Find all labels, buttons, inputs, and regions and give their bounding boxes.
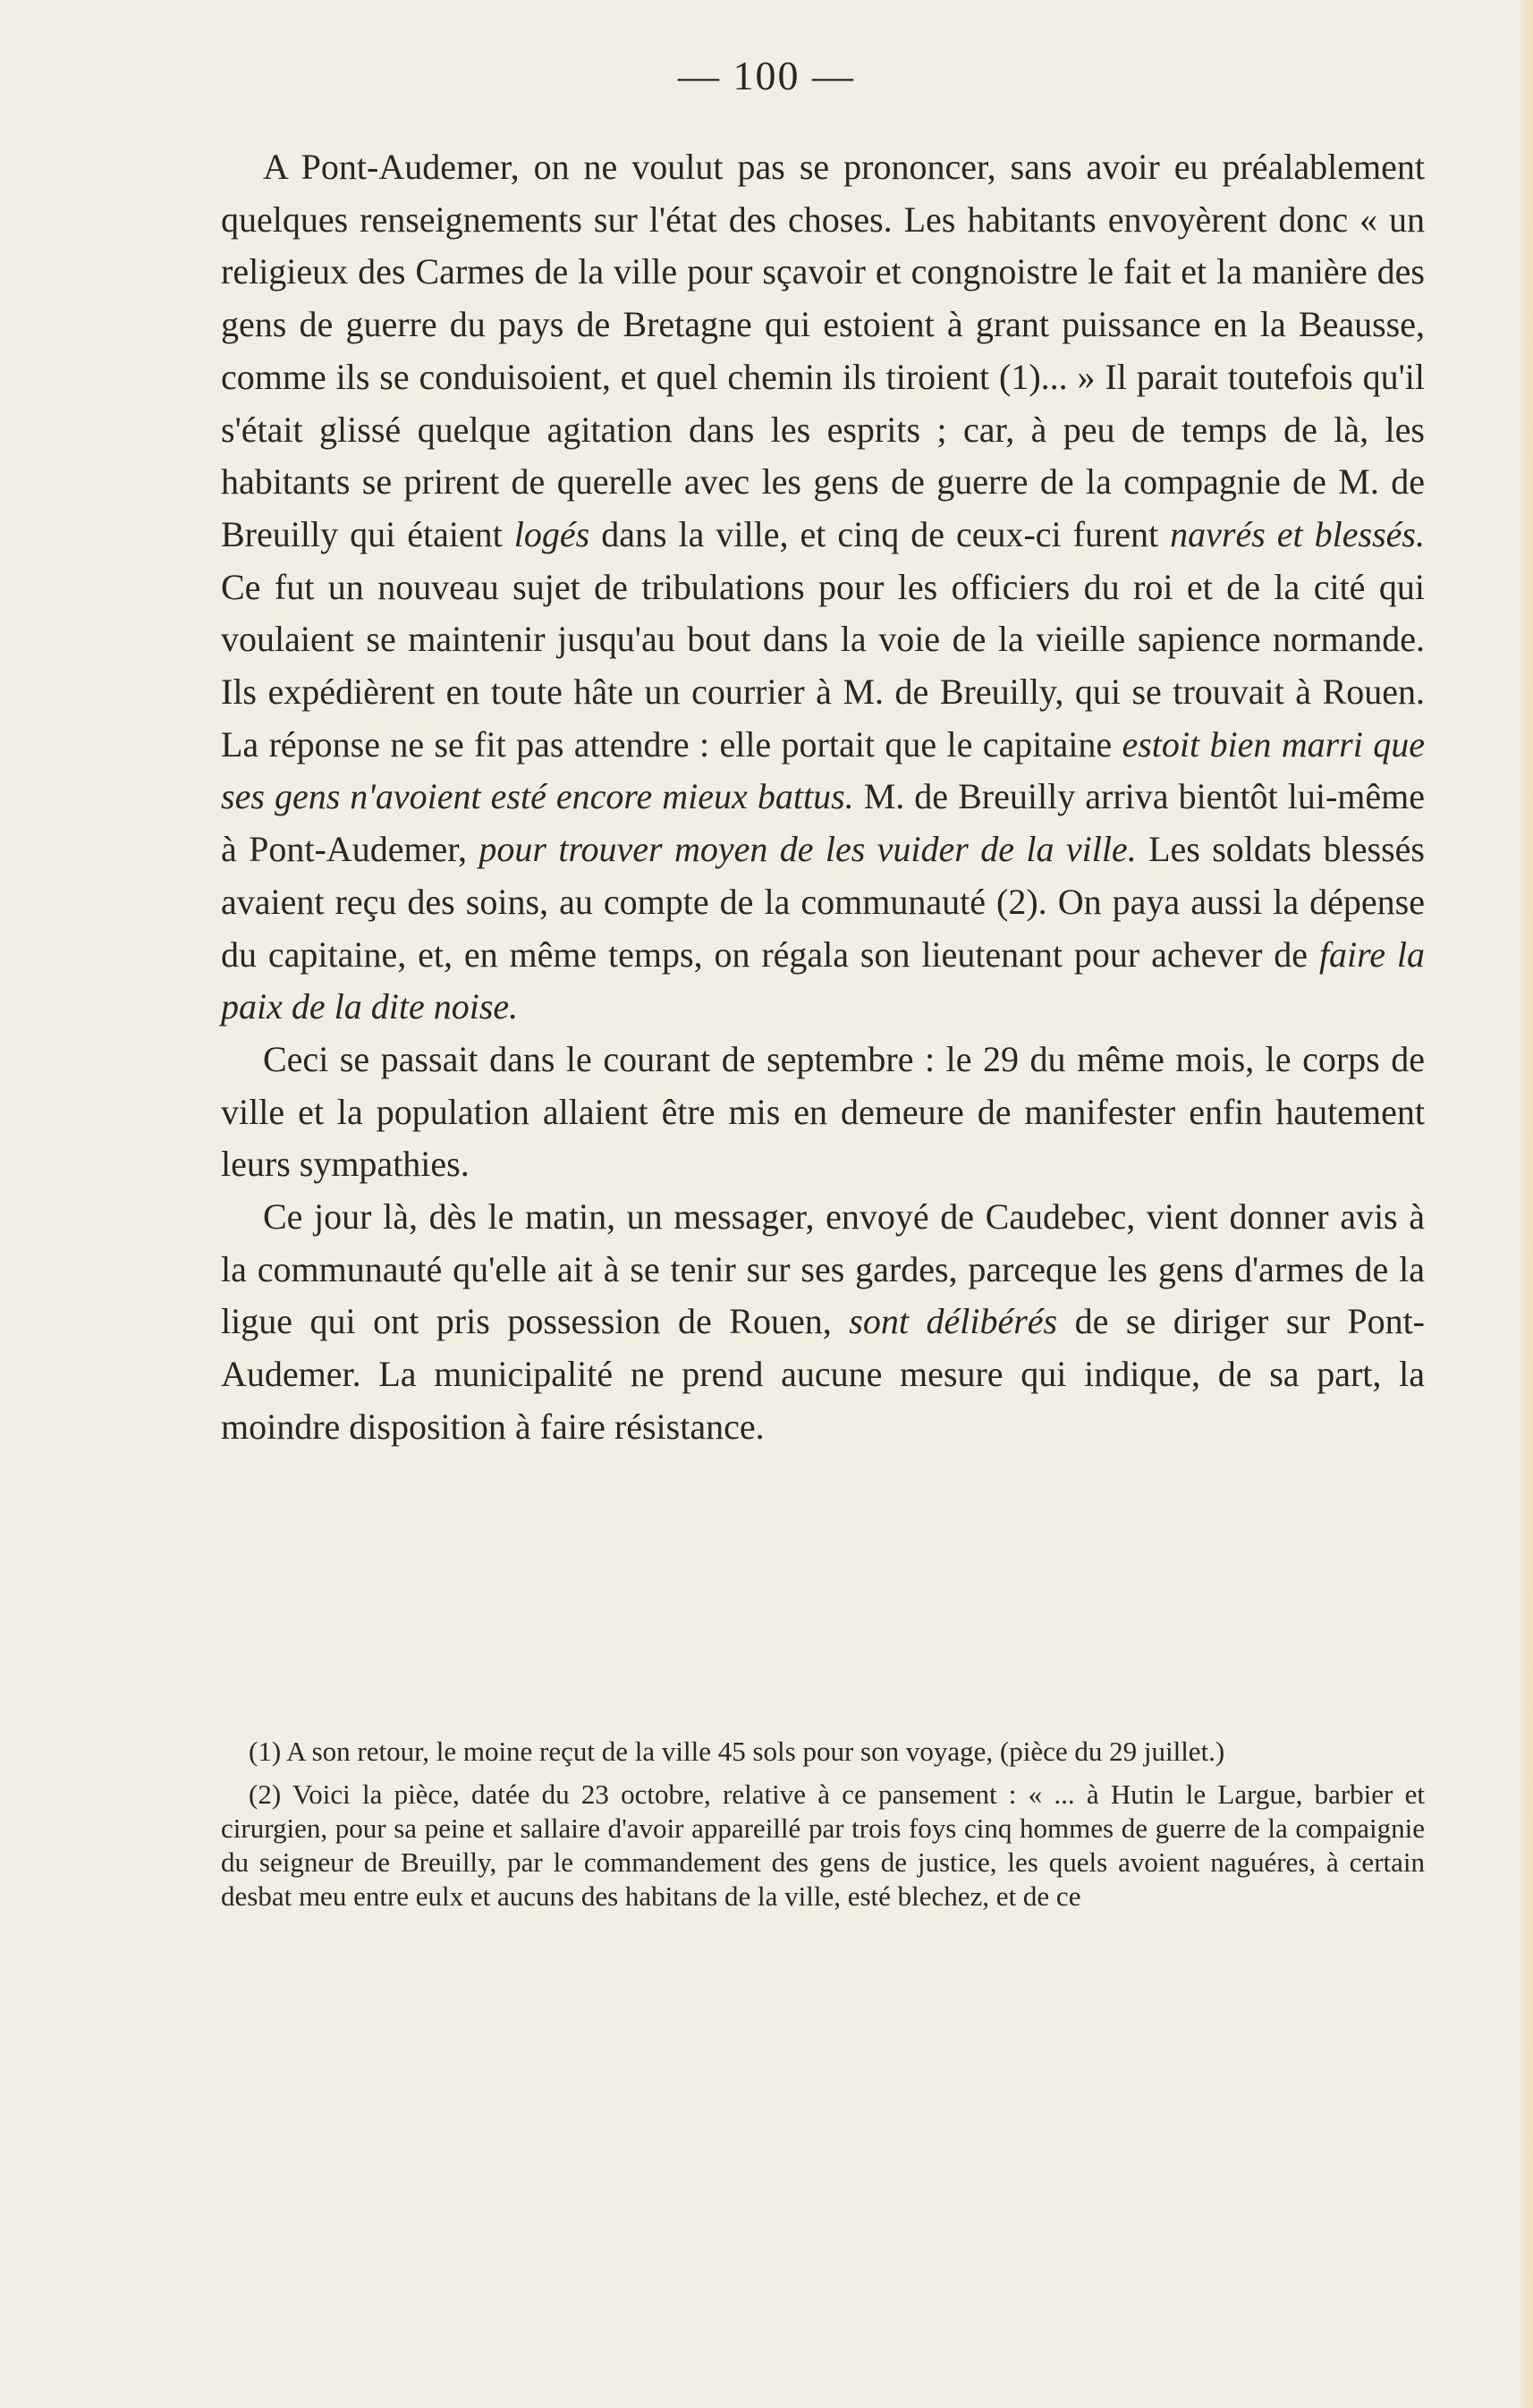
main-text (221, 141, 1425, 1454)
footnote-2: (2) Voici la pièce, datée du 23 octobre, relative à ce pansement : « ... à Hutin le Largue, barbier et cirurgien, pour sa peine et sallaire d'avoir appareillé par trois foys cinq hommes de guerre de la compaignie du seigneur de Breuilly, par le commandement des gens de justice, les quels avoient naguéres, à certain desbat meu entre eulx et aucuns des habitans de la ville, esté blechez, et de ce (221, 1779, 1425, 1912)
page-number: — 100 — (678, 53, 855, 98)
paragraph-3: Ce jour là, dès le matin, un messager, envoyé de Caudebec, vient donner avis à la communauté qu'elle ait à se tenir sur ses gardes, parceque les gens d'armes de la ligue qui ont pris possession de Rouen, sont délibérés de se diriger sur Pont-Audemer. La municipalité ne prend aucune mesure qui indique, de sa part, la moindre disposition à faire résistance. (221, 1196, 1426, 1447)
page-edge (1517, 0, 1533, 2408)
paragraph-2: Ceci se passait dans le courant de septembre : le 29 du même mois, le corps de ville et la population allaient être mis en demeure de manifester enfin hautement leurs sympathies. (221, 1038, 1425, 1185)
paragraph-1: A Pont-Audemer, on ne voulut pas se prononcer, sans avoir eu préalablement quelques renseignements sur l'état des choses. Les habitants envoyèrent donc « un religieux des Carmes de la ville pour sçavoir et congnoistre le fait et la manière des gens de guerre du pays de Bretagne qui estoient à grant puissance en la Beausse, comme ils se conduisoient, et quel chemin ils tiroient (1)... » Il parait toutefois qu'il s'était glissé quelque agitation dans les esprits ; car, à peu de temps de là, les habitants se prirent de querelle avec les gens de guerre de la compagnie de M. de Breuilly qui étaient logés dans la ville, et cinq de ceux-ci furent navrés et blessés. Ce fut un nouveau sujet de tribulations pour les officiers du roi et de la cité qui voulaient se maintenir jusqu'au bout dans la voie de la vieille sapience normande. Ils expédièrent en toute hâte un courrier à M. de Breuilly, qui se trouvait à Rouen. La réponse ne se fit pas attendre : elle portait que le capitaine estoit bien marri que ses gens n'avoient esté encore mieux battus. M. de Breuilly arriva bientôt lui-même à Pont-Audemer, pour trouver moyen de les vuider de la ville. Les soldats blessés avaient reçu des soins, au compte de la communauté (2). On paya aussi la dépense du capitaine, et, en même temps, on régala son lieutenant pour achever de faire la paix de la dite noise. (221, 147, 1426, 1027)
footnote-1: (1) A son retour, le moine reçut de la ville 45 sols pour son voyage, (pièce du 29 juillet.) (249, 1736, 1225, 1767)
footnotes (221, 1735, 1425, 1922)
